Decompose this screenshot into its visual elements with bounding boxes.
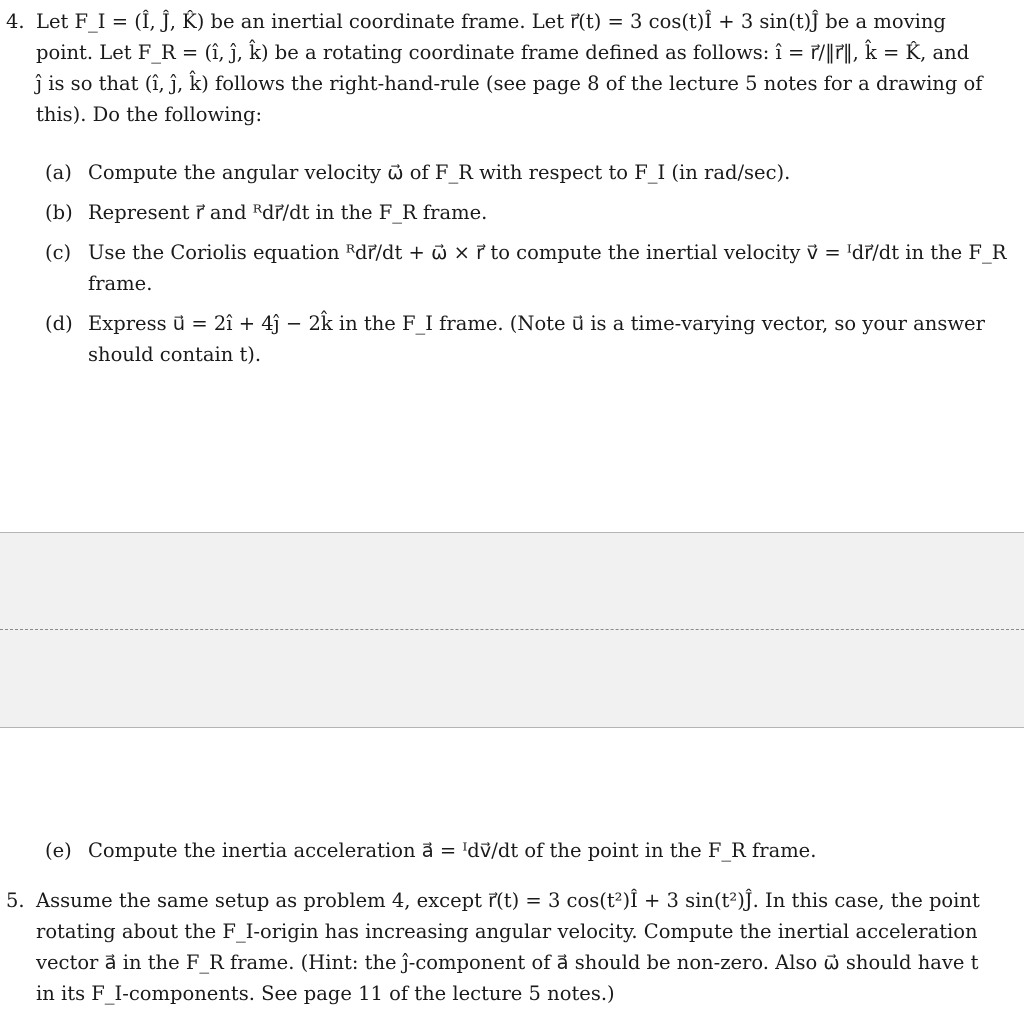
subpart-label: (e) bbox=[45, 839, 72, 862]
problem-4-statement bbox=[36, 6, 1010, 130]
problem-4-line: this). Do the following: bbox=[36, 103, 263, 126]
subpart-text: frame. bbox=[88, 272, 153, 295]
subpart-a bbox=[45, 157, 1010, 188]
subpart-e bbox=[45, 835, 1010, 866]
problem-5-line: Assume the same setup as problem 4, except r⃗(t) = 3 cos(t²)Î + 3 sin(t²)Ĵ. In this case, the point bbox=[36, 889, 980, 912]
answer-area-bottom-border bbox=[0, 727, 1024, 728]
subpart-text: Express u⃗ = 2î + 4ĵ − 2k̂ in the F_I frame. (Note u⃗ is a time-varying vector, so your answer bbox=[88, 312, 985, 335]
subpart-text: Compute the inertia acceleration a⃗ = ᴵdv⃗/dt of the point in the F_R frame. bbox=[88, 839, 817, 862]
subpart-label: (c) bbox=[45, 241, 72, 264]
subpart-label: (b) bbox=[45, 201, 73, 224]
subpart-label: (a) bbox=[45, 161, 72, 184]
subpart-c bbox=[45, 237, 1010, 299]
problem-4 bbox=[6, 6, 1010, 130]
problem-4-line: point. Let F_R = (î, ĵ, k̂) be a rotating coordinate frame defined as follows: î = r⃗/‖r⃗‖, k̂ = K̂, and bbox=[36, 41, 970, 64]
answer-area-divider bbox=[0, 629, 1024, 630]
problem-4-subpart-e bbox=[45, 835, 1010, 875]
problem-5 bbox=[6, 885, 1010, 1009]
problem-5-line: in its F_I-components. See page 11 of the lecture 5 notes.) bbox=[36, 982, 615, 1005]
subpart-text: Use the Coriolis equation ᴿdr⃗/dt + ω⃗ × r⃗ to compute the inertial velocity v⃗ = ᴵdr⃗/dt in the F_R bbox=[88, 241, 1007, 264]
problem-4-line: ĵ is so that (î, ĵ, k̂) follows the right-hand-rule (see page 8 of the lecture 5 notes for a drawing of bbox=[36, 72, 983, 95]
subpart-b bbox=[45, 197, 1010, 228]
problem-5-statement bbox=[36, 885, 1010, 1009]
problem-5-number: 5. bbox=[6, 889, 25, 912]
problem-5-line: vector a⃗ in the F_R frame. (Hint: the ĵ-component of a⃗ should be non-zero. Also ω⃗ should have t bbox=[36, 951, 979, 974]
problem-4-line: Let F_I = (Î, Ĵ, K̂) be an inertial coordinate frame. Let r⃗(t) = 3 cos(t)Î + 3 sin(t)Ĵ be a moving bbox=[36, 10, 946, 33]
problem-4-number: 4. bbox=[6, 10, 25, 33]
subpart-label: (d) bbox=[45, 312, 73, 335]
subpart-text: should contain t). bbox=[88, 343, 262, 366]
subpart-text: Compute the angular velocity ω⃗ of F_R with respect to F_I (in rad/sec). bbox=[88, 161, 791, 184]
problem-4-subparts bbox=[45, 157, 1010, 379]
subpart-d bbox=[45, 308, 1010, 370]
problem-5-line: rotating about the F_I-origin has increasing angular velocity. Compute the inertial acceleration bbox=[36, 920, 978, 943]
answer-area bbox=[0, 533, 1024, 727]
subpart-text: Represent r⃗ and ᴿdr⃗/dt in the F_R frame. bbox=[88, 201, 488, 224]
